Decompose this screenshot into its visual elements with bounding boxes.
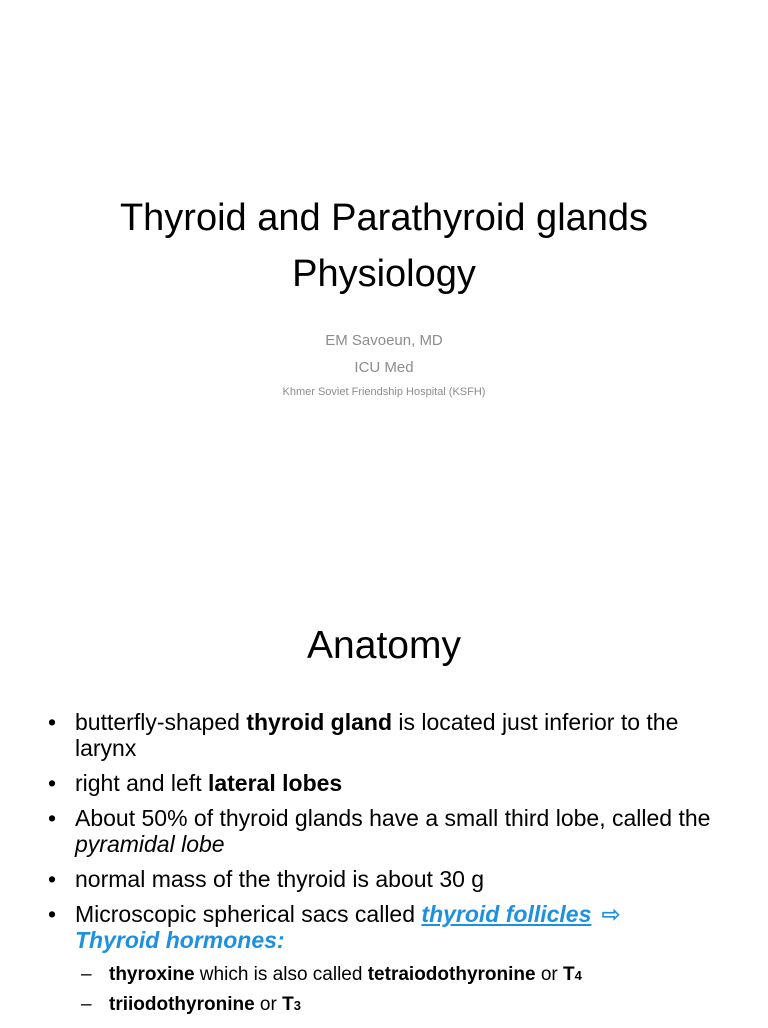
slide-title: Anatomy: [307, 624, 461, 667]
bullet-list: [48, 709, 738, 1028]
thyroid-hormones-heading: Thyroid hormones:: [75, 927, 285, 953]
bullet-icon: •: [48, 866, 57, 892]
sub-list-item: – thyroxine which is also called tetraiodothyronine or T4: [75, 961, 738, 989]
dash-icon: –: [81, 964, 92, 985]
right-arrow-icon: ⇨: [601, 901, 621, 927]
bullet-icon: •: [48, 709, 57, 735]
list-item: • About 50% of thyroid glands have a small third lobe, called the pyramidal lobe: [48, 805, 711, 857]
department-name: ICU Med: [354, 359, 414, 376]
list-item: • butterfly-shaped thyroid gland is located just inferior to the larynx: [48, 709, 679, 761]
term-thyroid-gland: thyroid gland: [246, 709, 392, 735]
sub-bullet-list: [75, 961, 738, 1019]
list-item: • right and left lateral lobes: [48, 770, 343, 796]
hospital-name: Khmer Soviet Friendship Hospital (KSFH): [282, 386, 486, 398]
term-lateral-lobes: lateral lobes: [207, 770, 343, 796]
title-line-2: Physiology: [292, 253, 476, 295]
sub-list-item: – triiodothyronine or T3: [75, 991, 738, 1019]
dash-icon: –: [81, 994, 92, 1015]
bullet-icon: •: [48, 770, 57, 796]
bullet-icon: •: [48, 901, 57, 927]
list-item: • normal mass of the thyroid is about 30 g: [48, 866, 485, 892]
title-slide: [0, 0, 768, 510]
thyroid-follicles-link[interactable]: thyroid follicles: [421, 901, 592, 927]
term-pyramidal-lobe: pyramidal lobe: [75, 831, 225, 857]
anatomy-slide: [0, 510, 768, 1024]
bullet-icon: •: [48, 805, 57, 831]
list-item: • Microscopic spherical sacs called thyroid follicles ⇨ Thyroid hormones: – thyroxine which is also called tetraiodothyronine or T4 – triiodothyronine or T3: [48, 901, 738, 1019]
presentation-title: [0, 190, 768, 302]
author-name: EM Savoeun, MD: [325, 332, 443, 349]
title-line-1: Thyroid and Parathyroid glands: [119, 197, 649, 239]
